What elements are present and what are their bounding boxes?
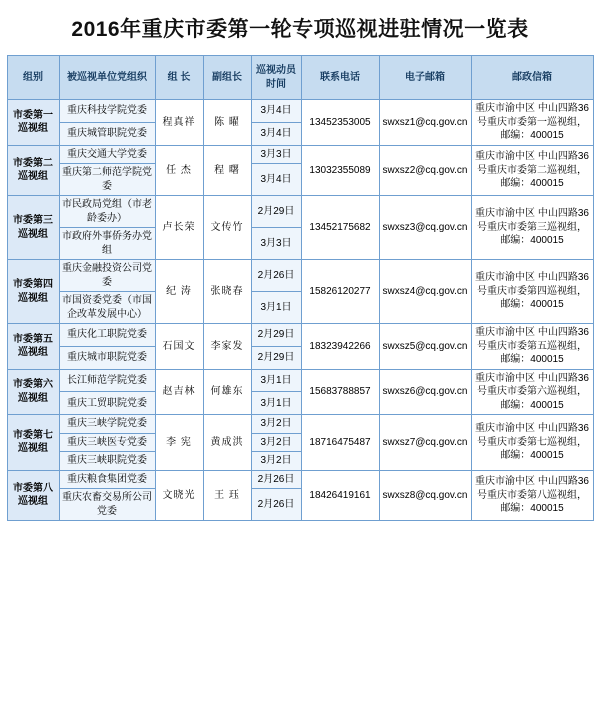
table-row xyxy=(7,324,593,347)
cell-unit: 重庆三峡医专党委 xyxy=(59,433,155,452)
cell-mailbox: 重庆市渝中区 中山四路36号重庆市委第三巡视组，邮编：400015 xyxy=(471,196,593,260)
cell-leader: 卢长荣 xyxy=(155,196,203,260)
cell-group: 市委第四巡视组 xyxy=(7,260,59,324)
cell-deputy: 何雄东 xyxy=(203,369,251,415)
cell-mailbox: 重庆市渝中区 中山四路36号重庆市委第七巡视组，邮编：400015 xyxy=(471,415,593,471)
cell-unit: 重庆三峡职院党委 xyxy=(59,452,155,471)
header-row xyxy=(7,56,593,100)
cell-unit: 重庆交通大学党委 xyxy=(59,145,155,164)
table-header xyxy=(7,56,593,100)
cell-date: 3月3日 xyxy=(251,228,301,260)
cell-date: 3月1日 xyxy=(251,369,301,392)
cell-date: 2月29日 xyxy=(251,324,301,347)
cell-email: swxsz7@cq.gov.cn xyxy=(379,415,471,471)
cell-group: 市委第二巡视组 xyxy=(7,145,59,196)
cell-phone: 18716475487 xyxy=(301,415,379,471)
cell-email: swxsz8@cq.gov.cn xyxy=(379,470,471,521)
page-title: 2016年重庆市委第一轮专项巡视进驻情况一览表 xyxy=(71,18,529,41)
cell-unit: 重庆金融投资公司党委 xyxy=(59,260,155,292)
cell-group: 市委第五巡视组 xyxy=(7,324,59,370)
table-row xyxy=(7,145,593,164)
cell-phone: 18323942266 xyxy=(301,324,379,370)
cell-unit: 市国资委党委（市国企改革发展中心） xyxy=(59,292,155,324)
table-row xyxy=(7,196,593,228)
cell-phone: 15826120277 xyxy=(301,260,379,324)
cell-leader: 赵吉林 xyxy=(155,369,203,415)
cell-date: 3月4日 xyxy=(251,164,301,196)
column-header-deputy: 副组长 xyxy=(203,56,251,100)
cell-unit: 重庆城市职院党委 xyxy=(59,346,155,369)
cell-deputy: 张晓春 xyxy=(203,260,251,324)
cell-date: 2月29日 xyxy=(251,346,301,369)
table-row xyxy=(7,369,593,392)
table-row xyxy=(7,100,593,123)
cell-unit: 长江师范学院党委 xyxy=(59,369,155,392)
cell-date: 3月3日 xyxy=(251,145,301,164)
cell-date: 3月2日 xyxy=(251,452,301,471)
inspection-table xyxy=(7,55,594,521)
cell-unit: 重庆城管职院党委 xyxy=(59,122,155,145)
cell-deputy: 王 珏 xyxy=(203,470,251,521)
cell-unit: 重庆科技学院党委 xyxy=(59,100,155,123)
cell-email: swxsz5@cq.gov.cn xyxy=(379,324,471,370)
cell-unit: 重庆农畜交易所公司党委 xyxy=(59,489,155,521)
cell-unit: 重庆粮食集团党委 xyxy=(59,470,155,489)
cell-leader: 文晓光 xyxy=(155,470,203,521)
cell-mailbox: 重庆市渝中区 中山四路36号重庆市委第五巡视组，邮编：400015 xyxy=(471,324,593,370)
cell-group: 市委第七巡视组 xyxy=(7,415,59,471)
cell-date: 2月26日 xyxy=(251,489,301,521)
cell-leader: 任 杰 xyxy=(155,145,203,196)
cell-mailbox: 重庆市渝中区 中山四路36号重庆市委第八巡视组，邮编：400015 xyxy=(471,470,593,521)
cell-group: 市委第一巡视组 xyxy=(7,100,59,146)
cell-leader: 纪 涛 xyxy=(155,260,203,324)
table-row xyxy=(7,260,593,292)
cell-date: 3月4日 xyxy=(251,122,301,145)
cell-date: 2月26日 xyxy=(251,470,301,489)
cell-date: 2月26日 xyxy=(251,260,301,292)
table-row xyxy=(7,415,593,434)
cell-deputy: 文传竹 xyxy=(203,196,251,260)
column-header-leader: 组 长 xyxy=(155,56,203,100)
cell-email: swxsz2@cq.gov.cn xyxy=(379,145,471,196)
cell-date: 3月1日 xyxy=(251,392,301,415)
cell-group: 市委第六巡视组 xyxy=(7,369,59,415)
cell-unit: 重庆三峡学院党委 xyxy=(59,415,155,434)
cell-deputy: 陈 曜 xyxy=(203,100,251,146)
cell-leader: 石国文 xyxy=(155,324,203,370)
cell-unit: 市民政局党组（市老龄委办） xyxy=(59,196,155,228)
column-header-unit: 被巡视单位党组织 xyxy=(59,56,155,100)
table-row xyxy=(7,470,593,489)
cell-mailbox: 重庆市渝中区 中山四路36号重庆市委第一巡视组，邮编：400015 xyxy=(471,100,593,146)
cell-group: 市委第三巡视组 xyxy=(7,196,59,260)
cell-email: swxsz6@cq.gov.cn xyxy=(379,369,471,415)
cell-date: 2月29日 xyxy=(251,196,301,228)
column-header-email: 电子邮箱 xyxy=(379,56,471,100)
cell-mailbox: 重庆市渝中区 中山四路36号重庆市委第二巡视组，邮编：400015 xyxy=(471,145,593,196)
cell-email: swxsz1@cq.gov.cn xyxy=(379,100,471,146)
cell-phone: 15683788857 xyxy=(301,369,379,415)
cell-unit: 重庆化工职院党委 xyxy=(59,324,155,347)
column-header-phone: 联系电话 xyxy=(301,56,379,100)
cell-email: swxsz3@cq.gov.cn xyxy=(379,196,471,260)
column-header-date: 巡视动员时间 xyxy=(251,56,301,100)
cell-unit: 重庆工贸职院党委 xyxy=(59,392,155,415)
cell-date: 3月2日 xyxy=(251,415,301,434)
cell-phone: 13452175682 xyxy=(301,196,379,260)
cell-leader: 程真祥 xyxy=(155,100,203,146)
cell-unit: 市政府外事侨务办党组 xyxy=(59,228,155,260)
cell-mailbox: 重庆市渝中区 中山四路36号重庆市委第四巡视组，邮编：400015 xyxy=(471,260,593,324)
cell-phone: 13452353005 xyxy=(301,100,379,146)
cell-deputy: 程 曙 xyxy=(203,145,251,196)
cell-unit: 重庆第二师范学院党委 xyxy=(59,164,155,196)
cell-date: 3月1日 xyxy=(251,292,301,324)
table-body xyxy=(7,100,593,521)
cell-phone: 13032355089 xyxy=(301,145,379,196)
cell-mailbox: 重庆市渝中区 中山四路36号重庆市委第六巡视组，邮编：400015 xyxy=(471,369,593,415)
cell-deputy: 李家发 xyxy=(203,324,251,370)
cell-leader: 李 宪 xyxy=(155,415,203,471)
cell-group: 市委第八巡视组 xyxy=(7,470,59,521)
cell-email: swxsz4@cq.gov.cn xyxy=(379,260,471,324)
column-header-mailbox: 邮政信箱 xyxy=(471,56,593,100)
column-header-group: 组别 xyxy=(7,56,59,100)
cell-date: 3月4日 xyxy=(251,100,301,123)
cell-phone: 18426419161 xyxy=(301,470,379,521)
cell-deputy: 黄成洪 xyxy=(203,415,251,471)
cell-date: 3月2日 xyxy=(251,433,301,452)
